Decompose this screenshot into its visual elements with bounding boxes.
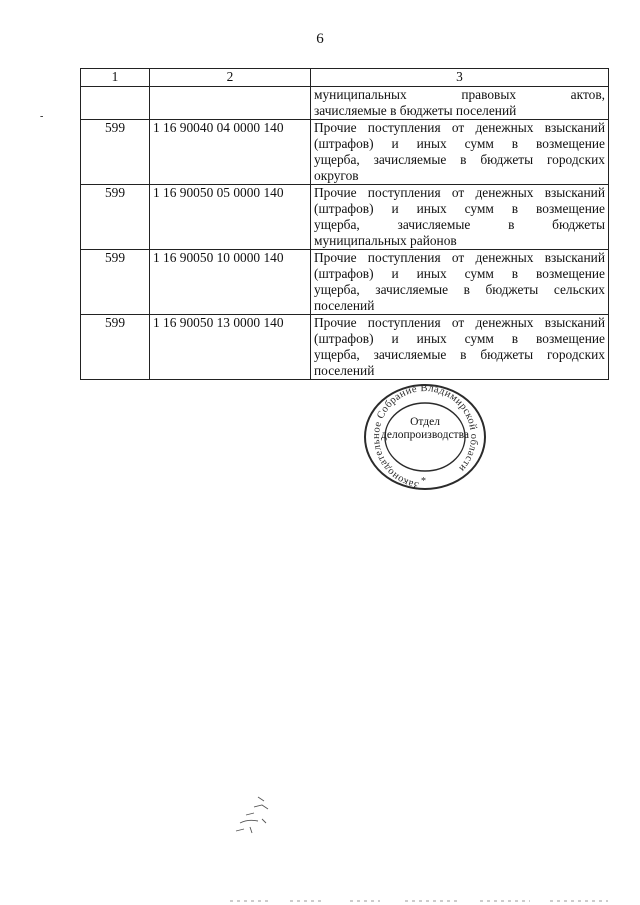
name-line: ущерба, зачисляемые в бюджеты городских [314,347,605,362]
name-line: ущерба, зачисляемые в бюджеты городских [314,152,605,167]
name-line: Прочие поступления от денежных взысканий [314,185,605,200]
name-line: муниципальных правовых актов, [314,87,605,102]
name-line: муниципальных районов [314,233,457,248]
kbk-cell: 1 16 90040 04 0000 140 [150,120,311,185]
name-line: (штрафов) и иных сумм в возмещение [314,266,605,281]
table-row [81,315,609,380]
name-line: Прочие поступления от денежных взысканий [314,120,605,135]
column-header-1: 1 [81,69,150,87]
name-line: ущерба, зачисляемые в бюджеты [314,217,605,232]
page-number: 6 [316,31,324,47]
revenue-codes-table [80,68,609,380]
scan-noise-decoration [230,898,610,904]
name-line: (штрафов) и иных сумм в возмещение [314,331,605,346]
name-line: округов [314,168,359,183]
handwritten-scribble-icon [228,793,278,838]
continuation-empty-cell-2 [150,87,311,120]
name-line: (штрафов) и иных сумм в возмещение [314,201,605,216]
stamp-department-line1: Отдел [410,416,440,428]
continuation-empty-cell-1 [81,87,150,120]
revenue-name-cell [311,120,609,185]
kbk-cell: 1 16 90050 05 0000 140 [150,185,311,250]
revenue-name-cell [311,250,609,315]
table-row [81,250,609,315]
stamp-star: * [421,476,426,487]
name-line: поселений [314,363,375,378]
admin-code-cell: 599 [81,120,150,185]
column-header-2: 2 [150,69,311,87]
table-header-row [81,69,609,87]
stamp-center-text [375,416,475,442]
column-header-3: 3 [311,69,609,87]
name-line: Прочие поступления от денежных взысканий [314,250,605,265]
table-row [81,185,609,250]
revenue-name-cell [311,185,609,250]
stamp-ring-text: Законодательное Собрание Владимирской области [370,382,480,491]
admin-code-cell: 599 [81,185,150,250]
office-stamp [359,379,491,491]
table-row [81,120,609,185]
admin-code-cell: 599 [81,315,150,380]
name-line: Прочие поступления от денежных взысканий [314,315,605,330]
revenue-name-cell [311,315,609,380]
continuation-name-cell [311,87,609,120]
kbk-cell: 1 16 90050 13 0000 140 [150,315,311,380]
continuation-row [81,87,609,120]
name-line: ущерба, зачисляемые в бюджеты сельских [314,282,605,297]
name-line: зачисляемые в бюджеты поселений [314,103,517,118]
stamp-department-line2: делопроизводства [381,429,469,441]
admin-code-cell: 599 [81,250,150,315]
name-line: (штрафов) и иных сумм в возмещение [314,136,605,151]
kbk-cell: 1 16 90050 10 0000 140 [150,250,311,315]
name-line: поселений [314,298,375,313]
margin-mark: - [40,111,44,122]
